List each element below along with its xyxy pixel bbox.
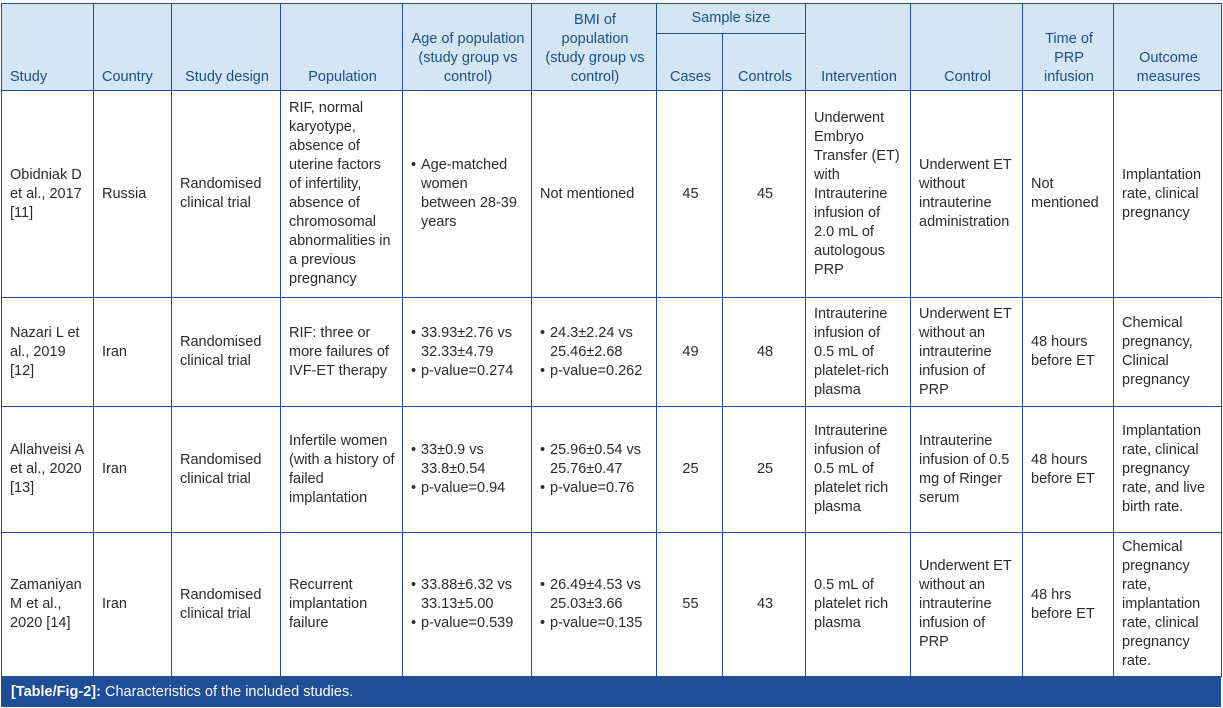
cell-outcome: Implantation rate, clinical pregnancy rate, and live birth rate. [1114, 407, 1222, 533]
header-outcome: Outcome measures [1114, 4, 1222, 91]
header-study-design: Study design [172, 4, 281, 91]
header-sample-size: Sample size [657, 4, 806, 34]
cell-bmi [532, 298, 657, 407]
studies-table [1, 3, 1222, 677]
header-time: Time of PRP infusion [1023, 4, 1114, 91]
cell-country: Russia [94, 91, 172, 298]
bmi-pvalue-bullet: • p-value=0.135 [540, 614, 650, 633]
cell-outcome: Chemical pregnancy rate, implantation rate, clinical pregnancy rate. [1114, 533, 1222, 677]
cell-controls: 43 [723, 533, 806, 677]
cell-study: Zamaniyan M et al., 2020 [14] [2, 533, 94, 677]
cell-cases: 55 [657, 533, 723, 677]
table-caption [1, 677, 1221, 707]
table-body [2, 91, 1222, 677]
cell-cases: 45 [657, 91, 723, 298]
cell-study: Allahveisi A et al., 2020 [13] [2, 407, 94, 533]
header-controls: Controls [723, 34, 806, 91]
cell-population: RIF: three or more failures of IVF-ET therapy [281, 298, 403, 407]
age-bullet: • 33.93±2.76 vs 32.33±4.79 [411, 324, 525, 362]
cell-bmi [532, 407, 657, 533]
cell-country: Iran [94, 533, 172, 677]
cell-age [403, 407, 532, 533]
cell-design: Randomised clinical trial [172, 407, 281, 533]
cell-intervention: 0.5 mL of platelet rich plasma [806, 533, 911, 677]
header-control: Control [911, 4, 1023, 91]
cell-intervention: Underwent Embryo Transfer (ET) with Intrauterine infusion of 2.0 mL of autologous PRP [806, 91, 911, 298]
age-bullet: • Age-matched women between 28-39 years [411, 156, 525, 232]
age-pvalue-bullet: • p-value=0.539 [411, 614, 525, 633]
age-pvalue-bullet: • p-value=0.274 [411, 362, 525, 381]
cell-time: 48 hrs before ET [1023, 533, 1114, 677]
cell-outcome: Chemical pregnancy, Clinical pregnancy [1114, 298, 1222, 407]
cell-intervention: Intrauterine infusion of 0.5 mL of platelet rich plasma [806, 407, 911, 533]
age-bullet: • 33±0.9 vs 33.8±0.54 [411, 441, 525, 479]
header-country: Country [94, 4, 172, 91]
cell-study: Obidniak D et al., 2017 [11] [2, 91, 94, 298]
cell-design: Randomised clinical trial [172, 533, 281, 677]
header-population: Population [281, 4, 403, 91]
age-bullet: • 33.88±6.32 vs 33.13±5.00 [411, 576, 525, 614]
table-header [2, 4, 1222, 91]
cell-cases: 49 [657, 298, 723, 407]
bmi-bullet: • 24.3±2.24 vs 25.46±2.68 [540, 324, 650, 362]
header-intervention: Intervention [806, 4, 911, 91]
cell-control: Intrauterine infusion of 0.5 mg of Ringer serum [911, 407, 1023, 533]
table-row [2, 407, 1222, 533]
studies-table-container [1, 3, 1221, 677]
cell-time: Not mentioned [1023, 91, 1114, 298]
cell-bmi [532, 533, 657, 677]
cell-population: RIF, normal karyotype, absence of uterine factors of infertility, absence of chromosomal abnormalities in a previous pregnancy [281, 91, 403, 298]
cell-outcome: Implantation rate, clinical pregnancy [1114, 91, 1222, 298]
age-pvalue-bullet: • p-value=0.94 [411, 479, 525, 498]
cell-bmi: Not mentioned [532, 91, 657, 298]
cell-study: Nazari L et al., 2019 [12] [2, 298, 94, 407]
bmi-bullet: • 26.49±4.53 vs 25.03±3.66 [540, 576, 650, 614]
header-bmi: BMI of population (study group vs control) [532, 4, 657, 91]
cell-population: Infertile women (with a history of failed implantation [281, 407, 403, 533]
header-age: Age of population (study group vs control) [403, 4, 532, 91]
cell-controls: 25 [723, 407, 806, 533]
cell-control: Underwent ET without intrauterine administration [911, 91, 1023, 298]
cell-cases: 25 [657, 407, 723, 533]
cell-controls: 45 [723, 91, 806, 298]
header-study: Study [2, 4, 94, 91]
cell-control: Underwent ET without an intrauterine infusion of PRP [911, 533, 1023, 677]
table-row [2, 298, 1222, 407]
table-row [2, 533, 1222, 677]
cell-design: Randomised clinical trial [172, 91, 281, 298]
bmi-bullet: • 25.96±0.54 vs 25.76±0.47 [540, 441, 650, 479]
cell-design: Randomised clinical trial [172, 298, 281, 407]
cell-country: Iran [94, 298, 172, 407]
caption-text: Characteristics of the included studies. [100, 684, 354, 700]
cell-time: 48 hours before ET [1023, 298, 1114, 407]
cell-intervention: Intrauterine infusion of 0.5 mL of platelet-rich plasma [806, 298, 911, 407]
table-row [2, 91, 1222, 298]
cell-control: Underwent ET without an intrauterine infusion of PRP [911, 298, 1023, 407]
bmi-pvalue-bullet: • p-value=0.262 [540, 362, 650, 381]
caption-label: [Table/Fig-2]: [11, 684, 101, 700]
cell-country: Iran [94, 407, 172, 533]
cell-time: 48 hours before ET [1023, 407, 1114, 533]
cell-age [403, 533, 532, 677]
cell-population: Recurrent implantation failure [281, 533, 403, 677]
cell-controls: 48 [723, 298, 806, 407]
header-cases: Cases [657, 34, 723, 91]
cell-age [403, 298, 532, 407]
bmi-pvalue-bullet: • p-value=0.76 [540, 479, 650, 498]
cell-age [403, 91, 532, 298]
